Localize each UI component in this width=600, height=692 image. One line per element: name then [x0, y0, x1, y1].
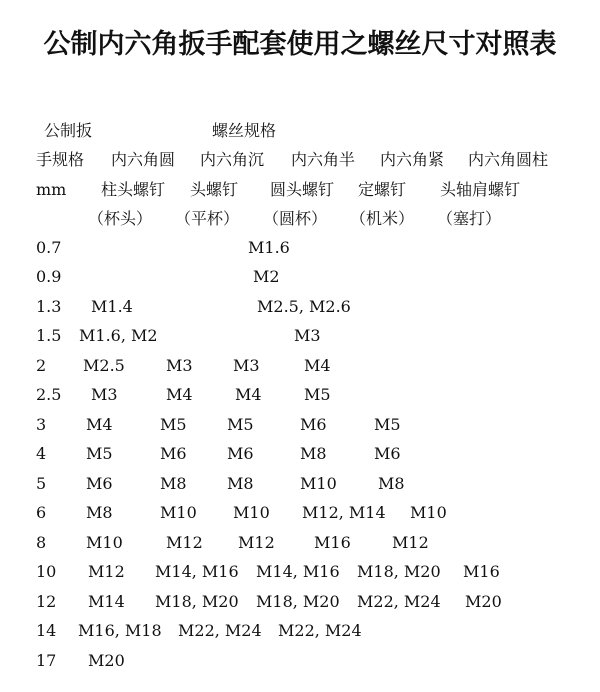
row-cell: M5	[86, 444, 113, 463]
row-size: 6	[36, 503, 47, 522]
row-cell: M4	[304, 356, 331, 375]
row-cell: M5	[160, 415, 187, 434]
row-cell: M22, M24	[278, 621, 362, 640]
row-cell: M8	[86, 503, 113, 522]
row-size: 3	[36, 415, 47, 434]
row-cell: M6	[374, 444, 401, 463]
header-col0-line1: 公制扳	[44, 121, 93, 140]
header-col3-line2: 圆头螺钉	[270, 180, 335, 199]
row-size: 5	[36, 474, 47, 493]
row-cell: M16	[463, 562, 500, 581]
row-cell: M18, M20	[256, 592, 340, 611]
row-cell: M2.5, M2.6	[257, 297, 351, 316]
row-cell: M12	[88, 562, 125, 581]
row-size: 14	[36, 621, 57, 640]
row-cell: M4	[86, 415, 113, 434]
header-col5-line1: 内六角圆柱	[468, 150, 549, 169]
header-col0-line2: 手规格	[36, 150, 85, 169]
row-cell: M20	[465, 592, 502, 611]
row-size: 2	[36, 356, 47, 375]
row-cell: M14	[88, 592, 125, 611]
row-cell: M16	[314, 533, 351, 552]
row-cell: M2	[253, 267, 280, 286]
header-col3-line1: 内六角半	[291, 150, 356, 169]
row-cell: M10	[86, 533, 123, 552]
row-cell: M16, M18	[78, 621, 162, 640]
row-cell: M5	[227, 415, 254, 434]
header-col2-line2: 头螺钉	[190, 180, 239, 199]
row-cell: M20	[88, 651, 125, 670]
row-cell: M10	[300, 474, 337, 493]
header-col4-line3: （机米）	[350, 209, 415, 228]
row-cell: M18, M20	[155, 592, 239, 611]
header-group-label: 螺丝规格	[212, 121, 277, 140]
header-col1-line3: （杯头）	[88, 209, 153, 228]
header-col2-line3: （平杯）	[175, 209, 240, 228]
row-size: 0.7	[36, 238, 62, 257]
row-cell: M1.6	[248, 238, 290, 257]
row-cell: M8	[378, 474, 405, 493]
row-cell: M5	[304, 385, 331, 404]
row-size: 2.5	[36, 385, 62, 404]
row-size: 4	[36, 444, 47, 463]
row-cell: M8	[227, 474, 254, 493]
row-size: 10	[36, 562, 57, 581]
header-col0-line3: mm	[36, 180, 67, 199]
row-cell: M6	[86, 474, 113, 493]
row-cell: M8	[300, 444, 327, 463]
row-cell: M22, M24	[178, 621, 262, 640]
header-col1-line1: 内六角圆	[111, 150, 176, 169]
header-col2-line1: 内六角沉	[200, 150, 265, 169]
header-col5-line2: 头轴肩螺钉	[440, 180, 521, 199]
header-col4-line2: 定螺钉	[358, 180, 407, 199]
page-title: 公制内六角扳手配套使用之螺丝尺寸对照表	[43, 29, 557, 60]
row-cell: M18, M20	[357, 562, 441, 581]
row-cell: M1.6, M2	[79, 326, 158, 345]
row-cell: M3	[91, 385, 118, 404]
row-cell: M10	[410, 503, 447, 522]
row-cell: M10	[233, 503, 270, 522]
row-size: 17	[36, 651, 57, 670]
row-cell: M12	[238, 533, 275, 552]
row-cell: M10	[160, 503, 197, 522]
row-cell: M5	[374, 415, 401, 434]
row-cell: M12	[166, 533, 203, 552]
row-cell: M3	[294, 326, 321, 345]
row-cell: M3	[233, 356, 260, 375]
row-cell: M4	[166, 385, 193, 404]
row-cell: M12	[392, 533, 429, 552]
header-col3-line3: （圆杯）	[263, 209, 328, 228]
row-size: 8	[36, 533, 47, 552]
row-cell: M6	[160, 444, 187, 463]
row-cell: M22, M24	[357, 592, 441, 611]
row-cell: M3	[166, 356, 193, 375]
row-cell: M8	[160, 474, 187, 493]
row-size: 1.3	[36, 297, 62, 316]
row-cell: M4	[235, 385, 262, 404]
header-col4-line1: 内六角紧	[380, 150, 445, 169]
row-cell: M14, M16	[155, 562, 239, 581]
row-cell: M1.4	[91, 297, 133, 316]
row-cell: M14, M16	[256, 562, 340, 581]
row-cell: M2.5	[83, 356, 125, 375]
header-col1-line2: 柱头螺钉	[101, 180, 166, 199]
row-cell: M12, M14	[302, 503, 386, 522]
row-size: 0.9	[36, 267, 62, 286]
header-col5-line3: （塞打）	[437, 209, 502, 228]
row-size: 1.5	[36, 326, 62, 345]
row-cell: M6	[227, 444, 254, 463]
row-size: 12	[36, 592, 57, 611]
row-cell: M6	[300, 415, 327, 434]
